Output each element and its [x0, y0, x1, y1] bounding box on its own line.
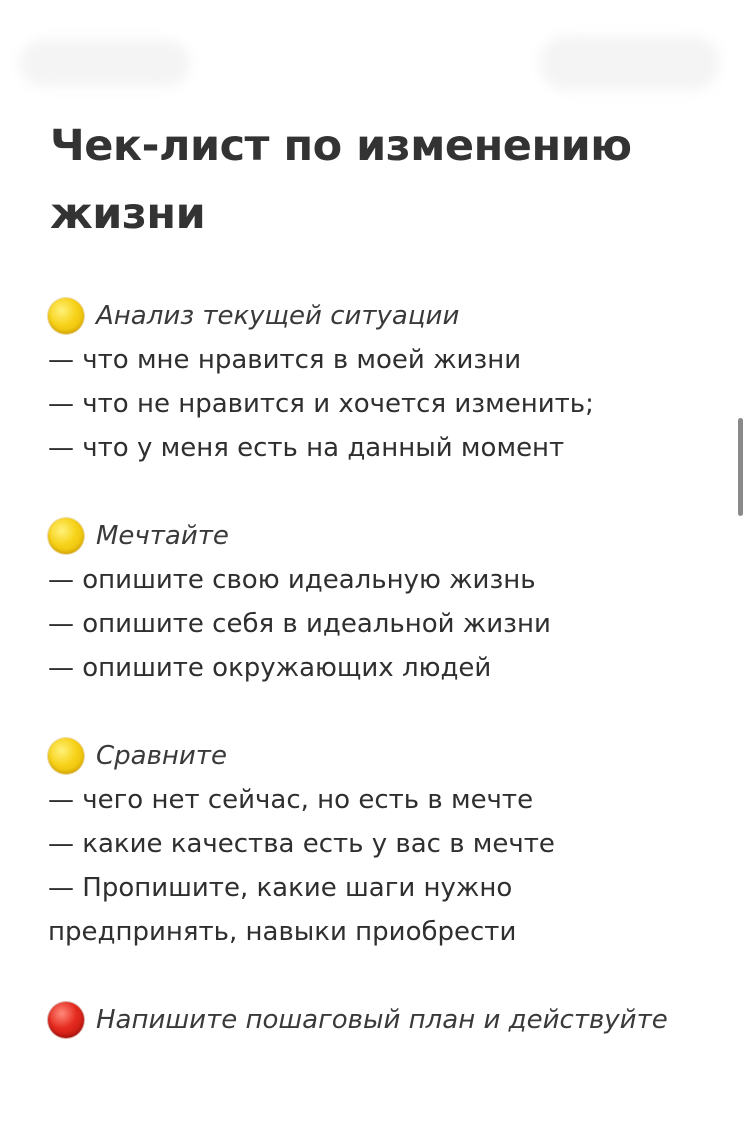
section-dream	[48, 514, 728, 690]
yellow-circle-icon	[48, 518, 84, 554]
yellow-circle-icon	[48, 298, 84, 334]
section-analysis	[48, 294, 728, 470]
list-item: — что мне нравится в моей жизни	[48, 345, 522, 375]
section-plan	[48, 998, 728, 1042]
section-heading	[48, 998, 728, 1042]
section-heading-label: Мечтайте	[96, 521, 229, 551]
list-item: — опишите себя в идеальной жизни	[48, 609, 551, 639]
list-item: — чего нет сейчас, но есть в мечте	[48, 785, 534, 815]
section-heading	[48, 294, 728, 338]
section-heading-label: Анализ текущей ситуации	[96, 301, 460, 331]
list-item: — что у меня есть на данный момент	[48, 433, 565, 463]
list-item: — Пропишите, какие шаги нужно	[48, 873, 513, 903]
list-item: предпринять, навыки приобрести	[48, 917, 517, 947]
blurred-top-right	[540, 36, 720, 90]
page-title: Чек-лист по изменению жизни	[50, 121, 632, 239]
checklist	[48, 294, 728, 1086]
list-item: — опишите свою идеальную жизнь	[48, 565, 536, 595]
list-item: — опишите окружающих людей	[48, 653, 492, 683]
blurred-top-left	[20, 40, 190, 86]
list-item: — что не нравится и хочется изменить;	[48, 389, 594, 419]
section-heading	[48, 514, 728, 558]
scrollbar[interactable]	[738, 418, 743, 516]
list-item: — какие качества есть у вас в мечте	[48, 829, 555, 859]
section-compare	[48, 734, 728, 954]
section-heading-label: Сравните	[96, 741, 227, 771]
red-circle-icon	[48, 1002, 84, 1038]
yellow-circle-icon	[48, 738, 84, 774]
section-heading-label: Напишите пошаговый план и действуйте	[96, 1005, 668, 1035]
section-heading	[48, 734, 728, 778]
